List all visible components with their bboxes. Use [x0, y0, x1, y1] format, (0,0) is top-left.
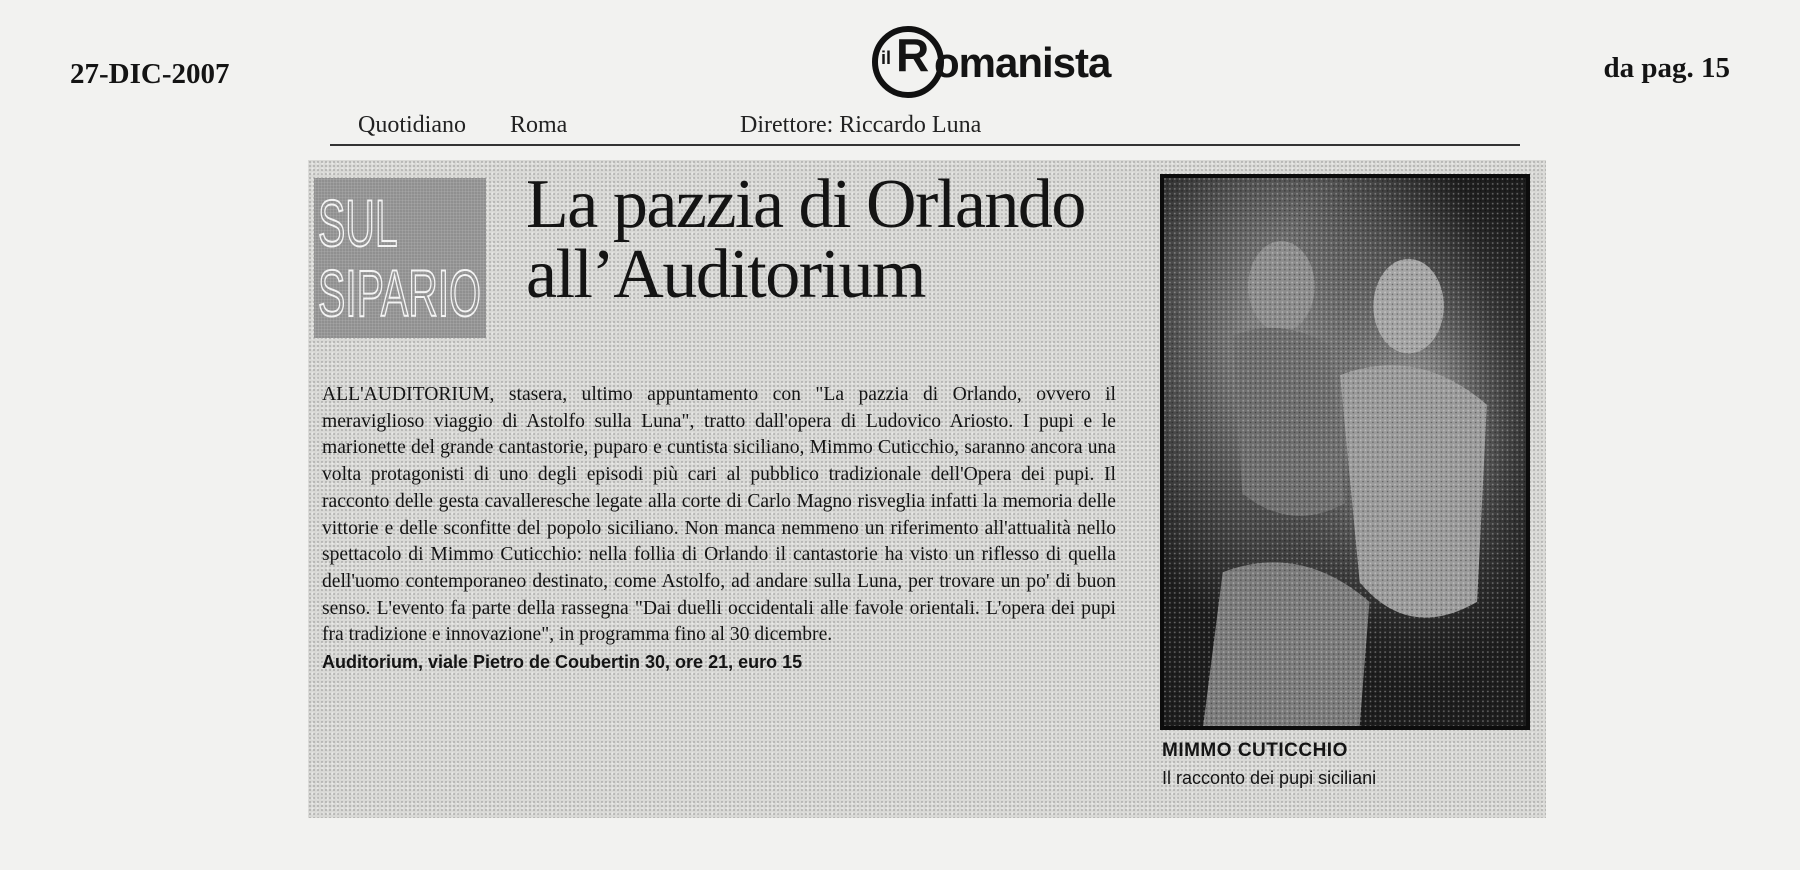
logo-initial: R — [896, 29, 930, 81]
puppet-photo-icon — [1164, 178, 1526, 726]
article-body — [322, 382, 1116, 676]
kicker-line-2: SIPARIO — [318, 256, 481, 330]
clipping-date: 27-DIC-2007 — [70, 58, 230, 90]
article-headline — [526, 166, 1085, 313]
headline-line-1: La pazzia di Orlando — [526, 166, 1085, 243]
photo-caption-name: MIMMO CUTICCHIO — [1162, 740, 1348, 761]
page-reference: da pag. 15 — [1603, 52, 1730, 84]
publication-info — [330, 110, 1520, 146]
event-details: Auditorium, viale Pietro de Coubertin 30, ore 21, euro 15 — [322, 652, 803, 673]
photo-caption-text: Il racconto dei pupi siciliani — [1162, 768, 1377, 788]
article-body-text: ALL'AUDITORIUM, stasera, ultimo appuntamento con "La pazzia di Orlando, ovvero il meraviglioso viaggio di Astolfo sulla Luna", tratto dall'opera di Ludovico Ariosto. I pupi e le marionette del grande cantastorie, puparo e cuntista siciliano, Mimmo Cuticchio, saranno ancora una volta protagonisti di uno degli episodi più cari al pubblico tradizionale dell'Opera dei pupi. Il racconto delle gesta cavalleresche legate alla corte di Carlo Magno risveglia infatti la memoria delle vittorie e delle sconfitte del popolo siciliano. Non manca nemmeno un riferimento all'attualità nello spettacolo di Mimmo Cuticchio: nella follia di Orlando il cantastorie ha visto un riflesso di quella dell'uomo contemporaneo destinato, come Astolfo, ad andare sulla Luna, per trovare un po' di buon senso. L'evento fa parte della rassegna "Dai duelli occidentali alle favole orientali. L'opera dei pupi fra tradizione e innovazione", in programma fino al 30 dicembre. — [322, 384, 1116, 646]
article-clipping — [308, 160, 1546, 818]
section-kicker — [314, 178, 486, 338]
article-photo — [1160, 174, 1530, 730]
newspaper-logo — [872, 22, 1111, 102]
publication-city: Roma — [510, 112, 568, 138]
publication-type: Quotidiano — [358, 112, 466, 138]
kicker-line-1: SUL — [318, 186, 398, 260]
headline-line-2: all’Auditorium — [526, 236, 925, 313]
logo-prefix: il — [881, 48, 892, 68]
publication-director: Direttore: Riccardo Luna — [740, 112, 982, 138]
logo-name: omanista — [934, 39, 1111, 86]
